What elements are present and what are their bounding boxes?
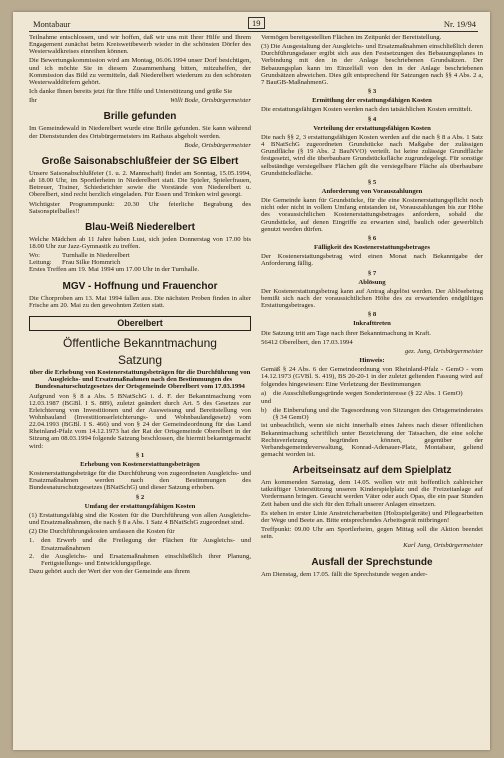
header-rule	[29, 31, 478, 32]
list-number: a)	[261, 389, 267, 397]
signature-karl-jung: Karl Jung, Ortsbürgermeister	[403, 542, 483, 550]
spielplatz-paragraph-2: Es stehen in erster Linie Anstreicherarbeiten (Holzspielgeräte) und Pflegearbeiten der Wege und Beete an. Bitte entsprechendes Arbeitsgerät mitbringen!	[261, 509, 483, 524]
issue-number: Nr. 19/94	[443, 19, 476, 29]
sprechstunde-paragraph: Am Dienstag, dem 17.05. fällt die Sprechstunde wegen ander-	[261, 570, 428, 578]
mgv-paragraph: Die Chorproben am 13. Mai 1994 fallen aus. Die nächsten Proben finden in alter Frische am 20. Mai zu den gewohnten Zeiten statt.	[29, 294, 251, 309]
page-header	[33, 17, 476, 31]
spielplatz-paragraph: Am kommenden Samstag, dem 14.05. wollen wir mit hoffentlich zahlreicher tatkräftiger Unterstützung unseren Kinderspielplatz und die Freizeitanlage auf Vordermann bringen. Gesucht werden Väter oder auch Opas, die ein paar Stunden Zeit haben und die sich für den Erhalt unserer Anlagen einsetzen.	[261, 479, 483, 508]
par-8-heading: Inkrafttreten	[353, 320, 391, 328]
list-item	[29, 553, 251, 567]
par-3-text: Die erstattungsfähigen Kosten werden nach den tatsächlichen Kosten ermittelt.	[261, 106, 473, 114]
date-line: 56412 Oberelbert, den 17.03.1994	[261, 338, 353, 346]
par-2: § 2	[135, 493, 145, 501]
par-2-text-1: (1) Erstattungsfähig sind die Kosten für die Durchführung von allen Ausgleichs- und Ersatzmaßnahmen, die nach § 8 a Abs. 1 Satz 4 BNatSchG zugeordnet sind.	[29, 511, 251, 527]
sg-paragraph-2: Wichtigster Programmpunkt: 20.30 Uhr feierliche Begrabung des Saisonspielballes!!	[29, 200, 251, 215]
list-text: die Ausschließungsgründe wegen Sonderinteresse (§ 22 Abs. 1 GemO)	[273, 389, 463, 397]
par-8-text: Die Satzung tritt am Tage nach ihrer Bekanntmachung in Kraft.	[261, 329, 431, 337]
par-5: § 5	[367, 178, 377, 186]
par-6-heading: Fälligkeit des Kostenerstattungsbetrages	[314, 244, 430, 252]
kommission-paragraph: Die Bewertungskommission wird am Montag, 06.06.1994 unser Dorf besichtigen, und ich möchte Sie in diesem Zusammenhang bitten, mitzuhelfen, der Kommission das Bild zu vermitteln, daß Niederelbert wiederum zu den schönsten Westerwalddörfern gehört.	[29, 57, 251, 86]
unbeachtlich-text: ist unbeachtlich, wenn sie nicht innerhalb eines Jahres nach dieser öffentlichen Bekanntmachung schriftlich unter Bezeichnung der Tatsachen, die eine solche Rechtsverletzung begründen können, gegenüber der Verbandsgemeindeverwaltung, Konrad-Adenauer-Platz, Montabaur, geltend gemacht worden ist.	[261, 422, 483, 458]
hinweis-heading: Hinweis:	[359, 357, 385, 365]
par-2-heading: Umfang der erstattungsfähigen Kosten	[84, 502, 196, 510]
sig-ihr: Ihr	[29, 97, 37, 105]
hinweis-text: Gemäß § 24 Abs. 6 der Gemeindeordnung von Rheinland-Pfalz - GemO - vom 14.12.1973 (GVBl. S. 419), BS 20-20-1 in der zuletzt geltenden Fassung wird auf folgendes hingewiesen: Eine Verletzung der Bestimmungen	[261, 366, 483, 388]
leitung-value: Frau Silke Hommrich	[62, 259, 121, 267]
par-3-heading: Ermittlung der erstattungsfähigen Kosten	[312, 97, 432, 105]
par-7-text: Der Kostenerstattungsbetrag kann auf Antrag abgelöst werden. Der Ablösebetrag bemißt sich nach der voraussichtlichen Höhe des zu erwartenden endgültigen Erstattungsbetrages.	[261, 287, 483, 310]
par-4-heading: Verteilung der erstattungsfähigen Kosten	[313, 124, 431, 132]
left-column	[29, 34, 251, 577]
list-text: die Einberufung und die Tagesordnung von Sitzungen des Ortsgemeinderates (§ 34 GemO)	[273, 407, 483, 422]
satzung-title: über die Erhebung von Kostenerstattungsbeträgen für die Durchführung von Ausgleichs- und Ersatzmaßnahmen nach den Bestimmungen des Bundesnaturschutzgesetzes der Ortsgemeinde Oberelbert vom 17.03.1994	[29, 369, 251, 391]
par-5-text: Die Gemeinde kann für Grundstücke, für die eine Kostenerstattungspflicht noch nicht oder nicht in vollem Umfang entstanden ist, Vorauszahlungen bis zur Höhe des voraussichtlichen Kostenerstattungsbetrages anfordern, sobald die Grundstücke, auf denen Eingriffe zu erwarten sind, baulich oder gewerblich genutzt werden dürfen.	[261, 197, 483, 233]
newspaper-page	[13, 12, 490, 750]
heading-sg-elbert: Große Saisonabschlußfeier der SG Elbert	[41, 155, 239, 167]
par-6-text: Der Kostenerstattungsbetrag wird einen Monat nach Bekanntgabe der Anforderung fällig.	[261, 253, 483, 268]
bw-wo-row	[29, 252, 251, 259]
page-number: 19	[248, 17, 265, 29]
list-number: 1.	[29, 537, 35, 545]
bw-paragraph-2: Erstes Treffen am 19. Mai 1994 um 17.00 Uhr in der Turnhalle.	[29, 266, 200, 274]
bw-leitung-row	[29, 259, 251, 266]
heading-bekanntmachung: Öffentliche Bekanntmachung	[63, 336, 217, 351]
heading-spielplatz: Arbeitseinsatz auf dem Spielplatz	[292, 465, 452, 477]
list-item	[261, 390, 483, 397]
dank-paragraph: Ich danke Ihnen bereits jetzt für Ihre Hilfe und Unterstützung und grüße Sie	[29, 88, 233, 96]
par-8: § 8	[367, 311, 377, 319]
par-2-text-2: (2) Die Durchführungskosten umfassen die Kosten für	[29, 528, 175, 536]
sg-paragraph: Unsere Saisonabschlußfeier (1. u. 2. Mannschaft) findet am Sonntag, 15.05.1994, ab 18.00 Uhr, im Sportlerheim in Niederelbert statt. Die Spieler, Spielerfrauen, Betreuer, Trainer, Schiedsrichter sowie die Vorstände von Niederelbert u. Oberelbert, sind recht herzlich eingeladen. Für Essen und Trinken wird gesorgt.	[29, 169, 251, 199]
intro-paragraph: Teilnahme entschlossen, und wir hoffen, daß wir uns mit Ihrer Hilfe und Ihrem Engagement zunächst beim Kreiswettbewerb wieder in die schönsten Dörfer des Westerwaldkreises einreihen können.	[29, 34, 251, 56]
bw-paragraph: Welche Mädchen ab 11 Jahre haben Lust, sich jeden Donnerstag von 17.00 bis 18.00 Uhr zur Jazz-Gymnastik zu treffen.	[29, 235, 251, 250]
par-2-text-3: Dazu gehört auch der Wert der von der Gemeinde aus ihrem	[29, 567, 190, 575]
list-number: 2.	[29, 552, 35, 560]
continued-paragraph: Vermögen bereitgestellten Flächen im Zeitpunkt der Bereitstellung.	[261, 34, 442, 41]
right-column	[261, 34, 483, 580]
wo-label: Wo:	[29, 252, 40, 260]
par-7-heading: Ablösung	[358, 278, 386, 286]
heading-sprechstunde: Ausfall der Sprechstunde	[311, 556, 433, 568]
par-4-text: Die nach §§ 2, 3 erstattungsfähigen Kosten werden auf die nach § 8 a Abs. 1 Satz 4 BNatSchG zugeordneten Grundstücke nach Maßgabe der zulässigen Grundfläche (§ 19 Abs. 2 BauNVO) verteilt. Ist keine zulässige Grundfläche festgesetzt, wird die überbaubare Grundstücksfläche zugrundegelegt. Für sonstige selbständige versiegelbare Flächen gilt die versiegelbare Fläche als überbaubare Grundstücksfläche.	[261, 133, 483, 177]
signature-row	[29, 97, 251, 104]
wo-value: Turnhalle in Niederelbert	[62, 252, 130, 260]
brille-paragraph: Im Gemeindewald in Niederelbert wurde eine Brille gefunden. Sie kann während der Dienststunden des Ortsbürgermeisters im Rathaus abgeholt werden.	[29, 125, 251, 140]
signature-bode-2: Bode, Ortsbürgermeister	[184, 141, 251, 149]
heading-mgv: MGV - Hoffnung und Frauenchor	[62, 280, 218, 292]
signature-bode: Willi Bode, Ortsbürgermeister	[170, 97, 251, 105]
par-3: § 3	[367, 88, 377, 96]
par-2-text-4: (3) Die Ausgestaltung der Ausgleichs- und Ersatzmaßnahmen einschließlich deren Durchführungsdauer ergibt sich aus den Festsetzungen des Bebauungsplanes in Verbindung mit den in der Anlage beschriebenen Grundsätzen. Der Bebauungsplan kann im Einzelfall von den in der Anlage beschriebenen Grundsätzen abweichen. Dies gilt entsprechend für Satzungen nach §§ 4 Abs. 2 a, 7 BauGB-MaßnahmenG.	[261, 43, 483, 86]
heading-blau-weiss: Blau-Weiß Niederelbert	[85, 221, 195, 233]
par-1-heading: Erhebung von Kostenerstattungsbeträgen	[80, 460, 200, 468]
section-box-oberelbert: Oberelbert	[29, 316, 251, 331]
list-text: die Ausgleichs- und Ersatzmaßnahmen einschließlich ihrer Planung, Fertigstellungs- und Entwicklungspflege.	[41, 552, 251, 567]
par-6: § 6	[367, 234, 377, 242]
spielplatz-paragraph-3: Treffpunkt: 09.00 Uhr am Sportlerheim, gegen Mittag soll die Aktion beendet sein.	[261, 526, 483, 541]
heading-brille: Brille gefunden	[103, 111, 177, 123]
und-text: und	[261, 397, 272, 405]
list-number: b)	[261, 407, 267, 415]
leitung-label: Leitung:	[29, 259, 52, 267]
list-text: den Erwerb und die Freilegung der Flächen für Ausgleichs- und Ersatzmaßnahmen	[41, 537, 251, 552]
par-7: § 7	[367, 269, 377, 277]
signature-jung: gez. Jung, Ortsbürgermeister	[404, 347, 483, 355]
par-1-text: Kostenerstattungsbeträge für die Durchführung von zugeordneten Ausgleichs- und Ersatzmaßnahmen werden nach den Bestimmungen des Bundesnaturschutzgesetzes (BNatSchG) und dieser Satzung erhoben.	[29, 470, 251, 492]
list-item	[29, 537, 251, 551]
par-5-heading: Anforderung von Vorauszahlungen	[321, 187, 423, 195]
list-item	[261, 407, 483, 421]
par-4: § 4	[367, 115, 377, 123]
header-location: Montabaur	[33, 19, 71, 29]
par-1: § 1	[135, 451, 145, 459]
aufgrund-paragraph: Aufgrund von § 8 a Abs. 5 BNatSchG i. d. F. der Bekanntmachung vom 12.03.1987 (BGBl. I S. 889), zuletzt geändert durch Art. 5 des Gesetzes zur Erleichterung von Investitionen und der Ausweisung und Bereitstellung von Wohnbauland (Investitionserleichterungs- und Wohnbaulandgesetz) vom 22.04.1993 (BGBl. I S. 466) und von § 24 der Gemeindeordnung für das Land Rheinland-Pfalz vom 14.12.1973 hat der Rat der Ortsgemeinde Oberelbert in der Sitzung am 08.03.1994 folgende Satzung beschlossen, die hiermit bekanntgemacht wird:	[29, 392, 251, 450]
heading-satzung: Satzung	[117, 353, 163, 368]
